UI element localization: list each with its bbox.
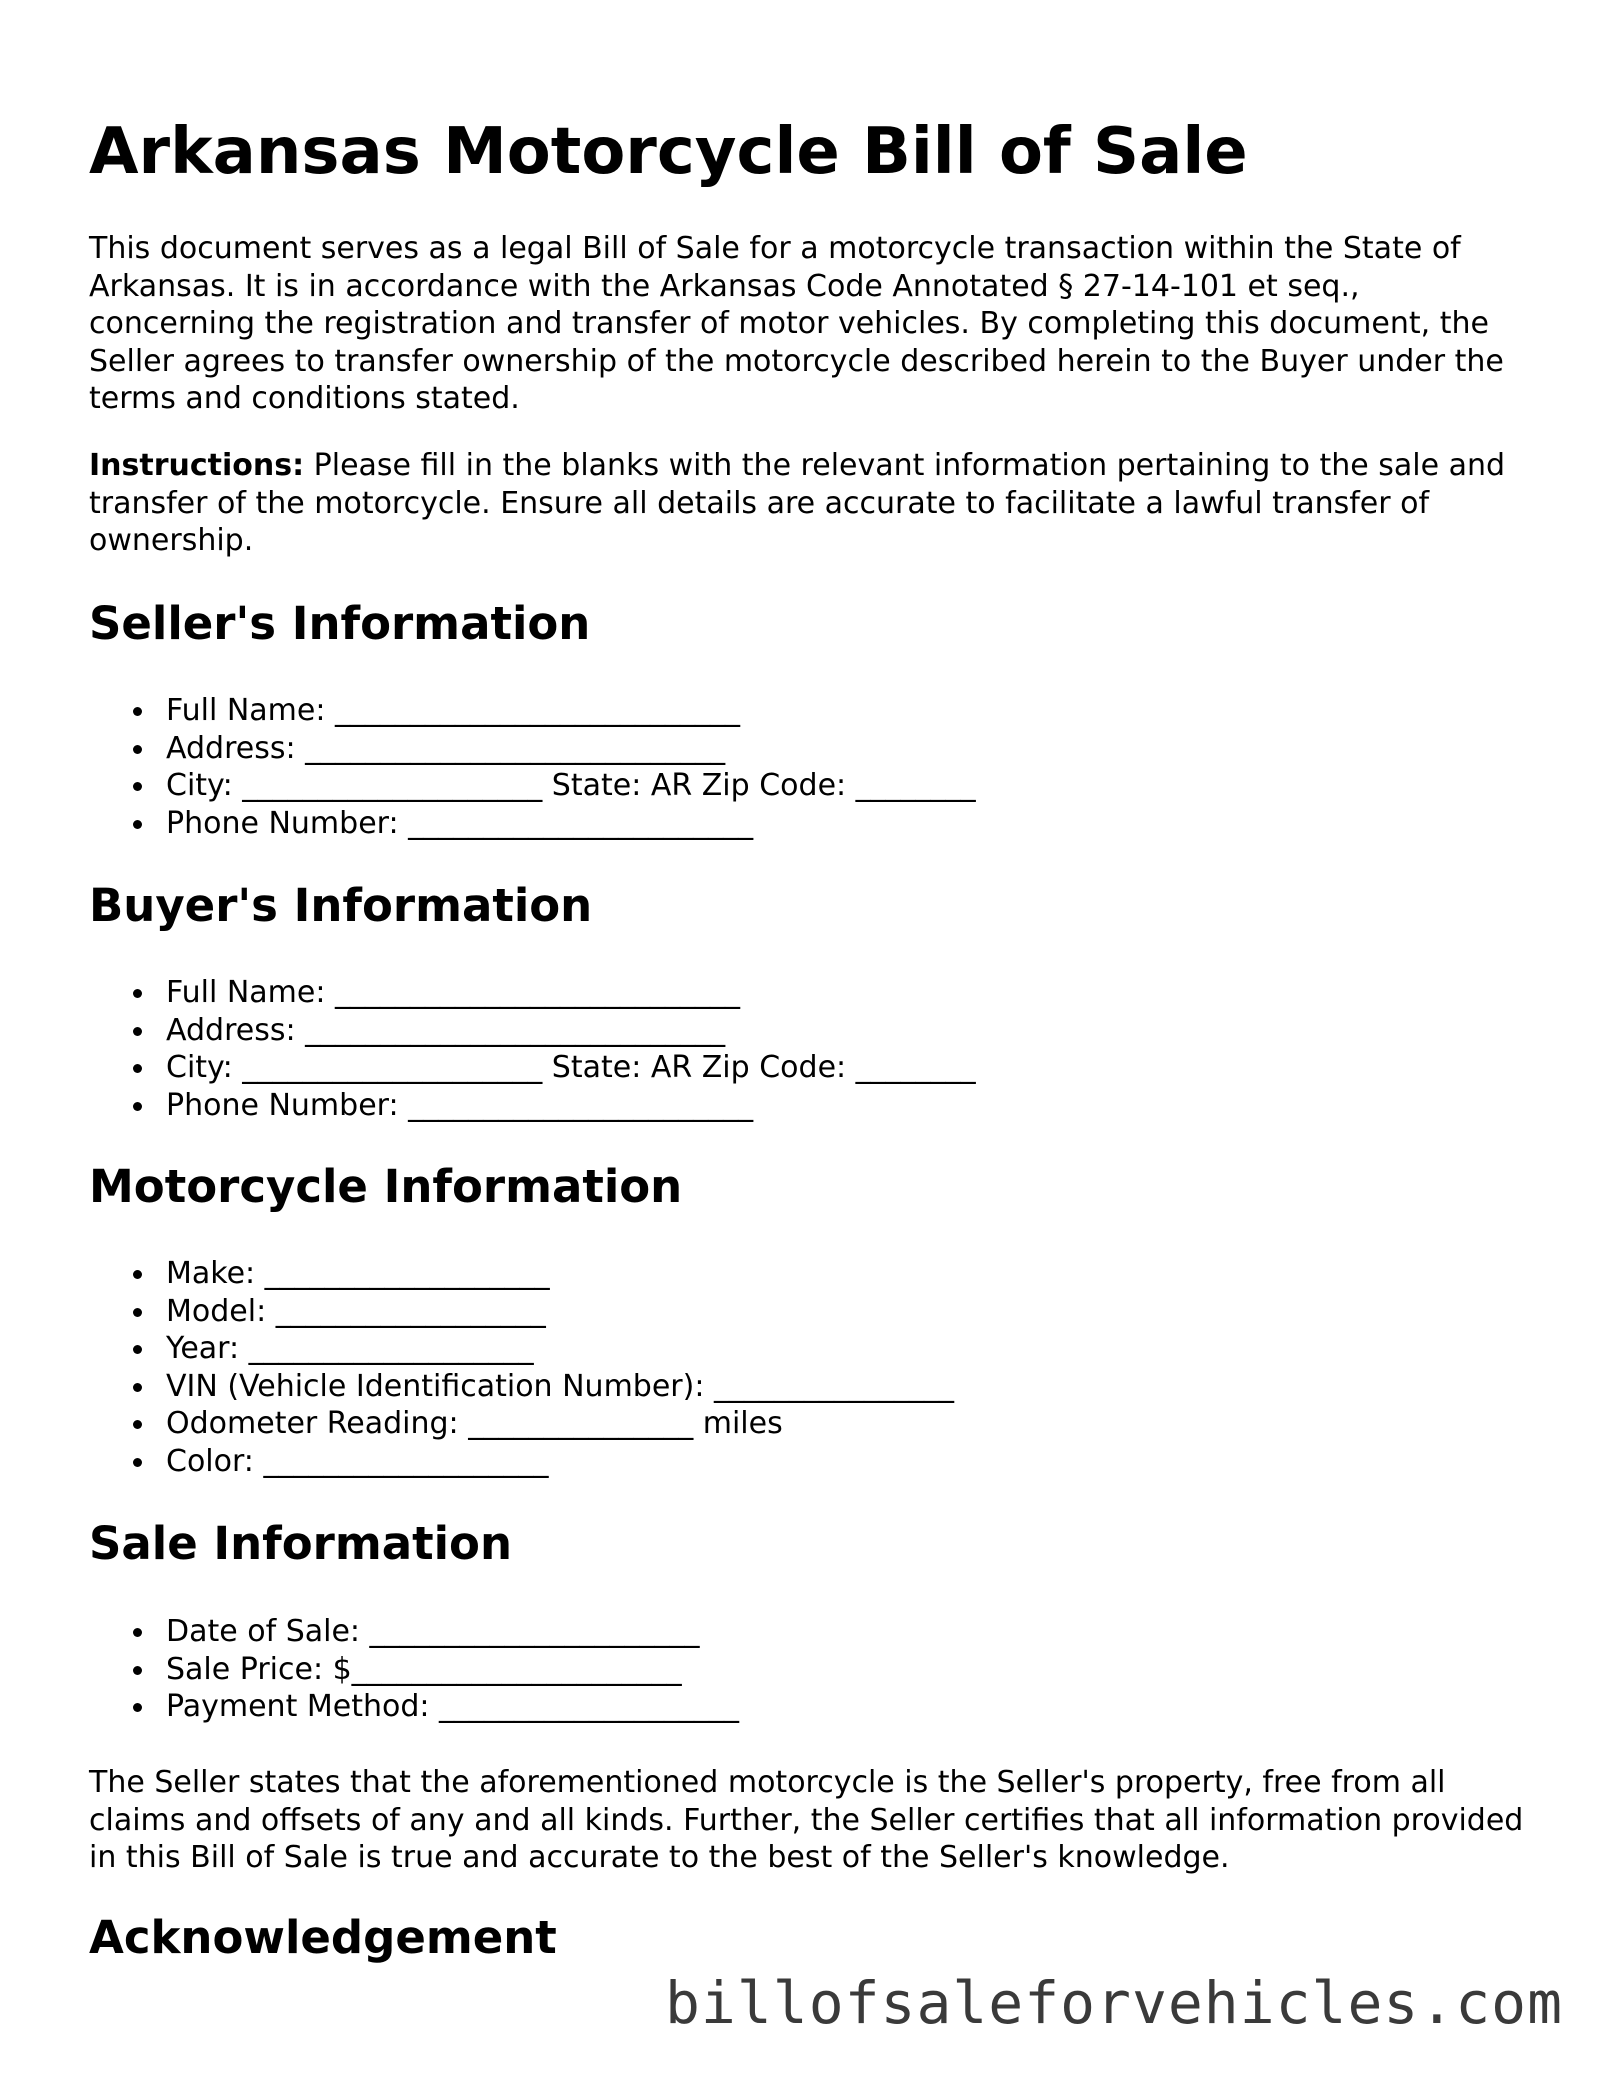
page-title: Arkansas Motorcycle Bill of Sale xyxy=(89,115,1248,189)
date-of-sale-field[interactable]: Date of Sale: ______________________ xyxy=(89,1613,739,1651)
seller-full-name-field[interactable]: Full Name: ___________________________ xyxy=(89,692,976,730)
buyer-address-field[interactable]: Address: ____________________________ xyxy=(89,1012,976,1050)
buyer-phone-field[interactable]: Phone Number: _______________________ xyxy=(89,1087,976,1125)
seller-fields xyxy=(89,692,976,842)
acknowledgement-heading: Acknowledgement xyxy=(89,1911,557,1964)
instructions-text: Please fill in the blanks with the relevant information pertaining to the sale and transfer of the motorcycle. Ensure all details are accurate to facilitate a lawful transfer of ownership. xyxy=(89,448,1506,558)
instructions-paragraph xyxy=(89,447,1529,560)
seller-statement-paragraph: The Seller states that the aforementioned motorcycle is the Seller's property, free from all claims and offsets of any and all kinds. Further, the Seller certifies that all information provided in this Bill of Sale is true and accurate to the best of the Seller's knowledge. xyxy=(89,1765,1524,1875)
sale-fields xyxy=(89,1613,739,1726)
payment-method-field[interactable]: Payment Method: ____________________ xyxy=(89,1688,739,1726)
buyer-heading: Buyer's Information xyxy=(89,879,593,932)
year-field[interactable]: Year: ___________________ xyxy=(89,1330,954,1368)
motorcycle-heading: Motorcycle Information xyxy=(89,1160,683,1213)
seller-heading: Seller's Information xyxy=(89,597,591,650)
seller-phone-field[interactable]: Phone Number: _______________________ xyxy=(89,805,976,843)
color-field[interactable]: Color: ___________________ xyxy=(89,1443,954,1481)
instructions-label: Instructions: xyxy=(89,448,305,483)
watermark-text: billofsaleforvehicles.com xyxy=(665,1969,1563,2037)
make-field[interactable]: Make: ___________________ xyxy=(89,1255,954,1293)
buyer-full-name-field[interactable]: Full Name: ___________________________ xyxy=(89,974,976,1012)
vin-field[interactable]: VIN (Vehicle Identification Number): ________________ xyxy=(89,1368,954,1406)
model-field[interactable]: Model: __________________ xyxy=(89,1293,954,1331)
sale-price-field[interactable]: Sale Price: $______________________ xyxy=(89,1651,739,1689)
buyer-city-state-zip-field[interactable]: City: ____________________ State: AR Zip Code: ________ xyxy=(89,1049,976,1087)
buyer-fields xyxy=(89,974,976,1124)
sale-heading: Sale Information xyxy=(89,1517,512,1570)
motorcycle-fields xyxy=(89,1255,954,1480)
intro-paragraph: This document serves as a legal Bill of Sale for a motorcycle transaction within the State of Arkansas. It is in accordance with the Arkansas Code Annotated § 27-14-101 et seq., concerning the registration and transfer of motor vehicles. By completing this document, the Seller agrees to transfer ownership of the motorcycle described herein to the Buyer under the terms and conditions stated. xyxy=(89,231,1504,416)
seller-city-state-zip-field[interactable]: City: ____________________ State: AR Zip Code: ________ xyxy=(89,767,976,805)
seller-address-field[interactable]: Address: ____________________________ xyxy=(89,730,976,768)
odometer-field[interactable]: Odometer Reading: _______________ miles xyxy=(89,1405,954,1443)
